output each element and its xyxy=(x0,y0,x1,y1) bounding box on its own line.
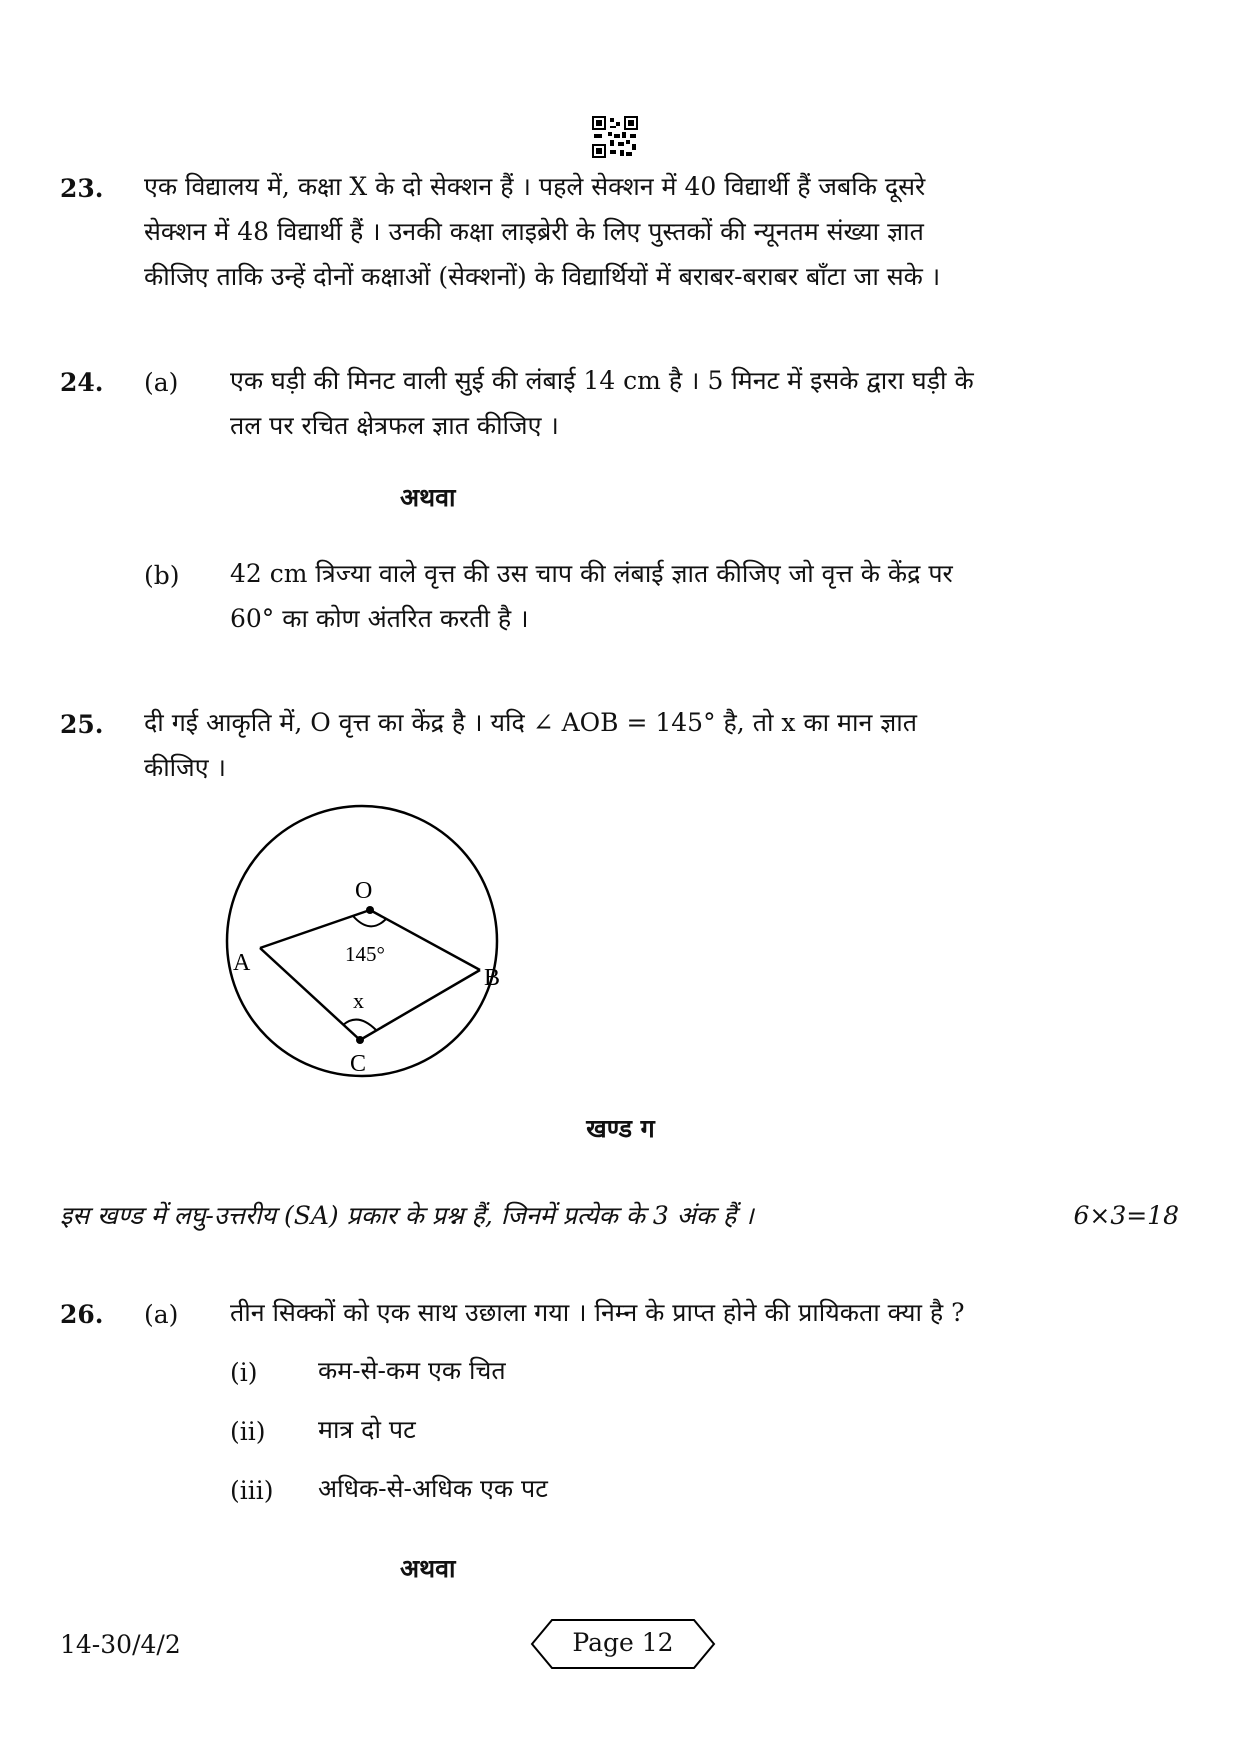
part-label: (a) xyxy=(144,1300,179,1329)
point-C xyxy=(356,1036,364,1044)
circle-figure xyxy=(200,800,540,1080)
question-24a-text xyxy=(230,358,1150,448)
subpart-label: (ii) xyxy=(230,1417,266,1446)
label-x: x xyxy=(353,988,364,1013)
or-label: अथवा xyxy=(400,483,456,512)
center-point xyxy=(366,906,374,914)
angle-arc-O xyxy=(353,916,386,926)
subpart-text: कम-से-कम एक चित xyxy=(318,1356,506,1385)
text-line: कीजिए । xyxy=(144,753,226,782)
subpart-label: (i) xyxy=(230,1358,258,1387)
line-OB xyxy=(370,910,480,970)
question-23-text xyxy=(144,164,1134,299)
section-marks: 6×3=18 xyxy=(1073,1201,1179,1230)
or-label: अथवा xyxy=(400,1554,456,1583)
text-line: सेक्शन में 48 विद्यार्थी हैं । उनकी कक्षा लाइब्रेरी के लिए पुस्तकों की न्यूनतम संख्या ज्ञात xyxy=(144,217,924,246)
section-title: खण्ड ग xyxy=(586,1114,655,1143)
qr-code-icon xyxy=(592,116,638,158)
label-B: B xyxy=(484,965,501,991)
text-line: 60° का कोण अंतरित करती है । xyxy=(230,604,529,633)
circle xyxy=(227,806,497,1076)
part-label: (b) xyxy=(144,561,180,590)
angle-label: 145° xyxy=(345,942,385,966)
section-instruction: इस खण्ड में लघु-उत्तरीय (SA) प्रकार के प्रश्न हैं, जिनमें प्रत्येक के 3 अंक हैं । xyxy=(60,1201,754,1230)
label-O: O xyxy=(355,878,373,904)
question-number: 25. xyxy=(60,710,104,739)
question-25-text xyxy=(144,700,1134,790)
text-line: तल पर रचित क्षेत्रफल ज्ञात कीजिए । xyxy=(230,411,559,440)
question-26a-text: तीन सिक्कों को एक साथ उछाला गया । निम्न के प्राप्त होने की प्रायिकता क्या है ? xyxy=(230,1298,965,1327)
text-line: कीजिए ताकि उन्हें दोनों कक्षाओं (सेक्शनों) के विद्यार्थियों में बराबर-बराबर बाँटा जा सके । xyxy=(144,262,941,291)
line-BC xyxy=(360,970,480,1040)
question-number: 24. xyxy=(60,368,104,397)
text-line: एक घड़ी की मिनट वाली सुई की लंबाई 14 cm है । 5 मिनट में इसके द्वारा घड़ी के xyxy=(230,366,974,395)
question-number: 26. xyxy=(60,1300,104,1329)
text-line: 42 cm त्रिज्या वाले वृत्त की उस चाप की लंबाई ज्ञात कीजिए जो वृत्त के केंद्र पर xyxy=(230,559,953,588)
text-line: एक विद्यालय में, कक्षा X के दो सेक्शन हैं । पहले सेक्शन में 40 विद्यार्थी हैं जबकि दूसरे xyxy=(144,172,926,201)
label-C: C xyxy=(350,1051,367,1077)
subpart-text: मात्र दो पट xyxy=(318,1415,416,1444)
question-number: 23. xyxy=(60,174,104,203)
label-A: A xyxy=(233,950,251,976)
paper-code: 14-30/4/2 xyxy=(60,1630,181,1659)
part-label: (a) xyxy=(144,368,179,397)
question-24b-text xyxy=(230,551,1150,641)
subpart-text: अधिक-से-अधिक एक पट xyxy=(318,1474,548,1503)
page-number: Page 12 xyxy=(572,1628,674,1657)
subpart-label: (iii) xyxy=(230,1476,274,1505)
text-line: दी गई आकृति में, O वृत्त का केंद्र है । यदि ∠ AOB = 145° है, तो x का मान ज्ञात xyxy=(144,708,918,737)
